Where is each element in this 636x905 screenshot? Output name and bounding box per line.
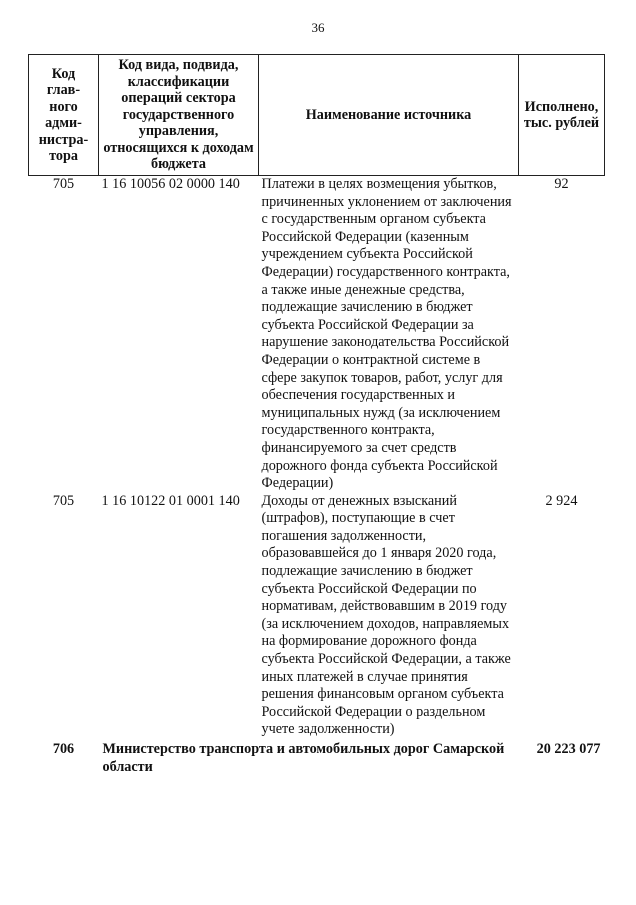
source-name-cell: Платежи в целях возмещения убытков, причиненных уклонением от заключения с государственным органом субъекта Российской Федерации (казенным учреждением субъекта Российской Федерации) государственного контракта, а также иные денежные средства, подлежащие зачислению в бюджет субъекта Российской Федерации за нарушение законодательства Российской Федерации о контрактной системе в сфере закупок товаров, работ, услуг для обеспечения государственных и муниципальных нужд (за исключением государственного контракта, финансируемого за счет средств дорожного фонда субъекта Российской Федерации): [261, 176, 512, 492]
page-number: 36: [311, 20, 325, 35]
admin-code-cell: 705: [52, 176, 75, 192]
classification-code-cell: 1 16 10056 02 0000 140: [101, 176, 240, 192]
table-row: [29, 493, 605, 739]
amount-cell: 92: [554, 176, 569, 192]
header-amount: Исполнено, тыс. рублей: [519, 55, 605, 176]
table-row: [29, 176, 605, 493]
table-total-row: [29, 739, 605, 776]
source-name-cell: Доходы от денежных взысканий (штрафов), поступающие в счет погашения задолженности, образовавшейся до 1 января 2020 года, подлежащие зачислению в бюджет субъекта Российской Федерации по нормативам, действовавшим в 2019 году (за исключением доходов, направляемых на формирование дорожного фонда субъекта Российской Федерации, а также иных платежей в случае принятия решения финансовым органом субъекта Российской Федерации о раздельном учете задолженности): [261, 492, 511, 738]
header-classification-code: Код вида, подвида, классификации операций сектора государственного управления, относящихся к доходам бюджета: [99, 55, 259, 176]
classification-code-cell: 1 16 10122 01 0001 140: [101, 492, 240, 509]
amount-cell: 2 924: [545, 492, 578, 509]
total-amount-cell: 20 223 077: [536, 741, 601, 757]
header-source-name: Наименование источника: [259, 55, 519, 176]
revenue-table: [28, 54, 605, 776]
header-admin-code-text: Код глав- ного адми- нистра- тора: [38, 65, 89, 164]
total-name-cell: Министерство транспорта и автомобильных дорог Самарской области: [102, 741, 505, 775]
header-admin-code: [29, 55, 99, 176]
total-admin-code-cell: 706: [52, 741, 75, 757]
admin-code-cell: 705: [52, 492, 75, 509]
table-header-row: [29, 55, 605, 176]
